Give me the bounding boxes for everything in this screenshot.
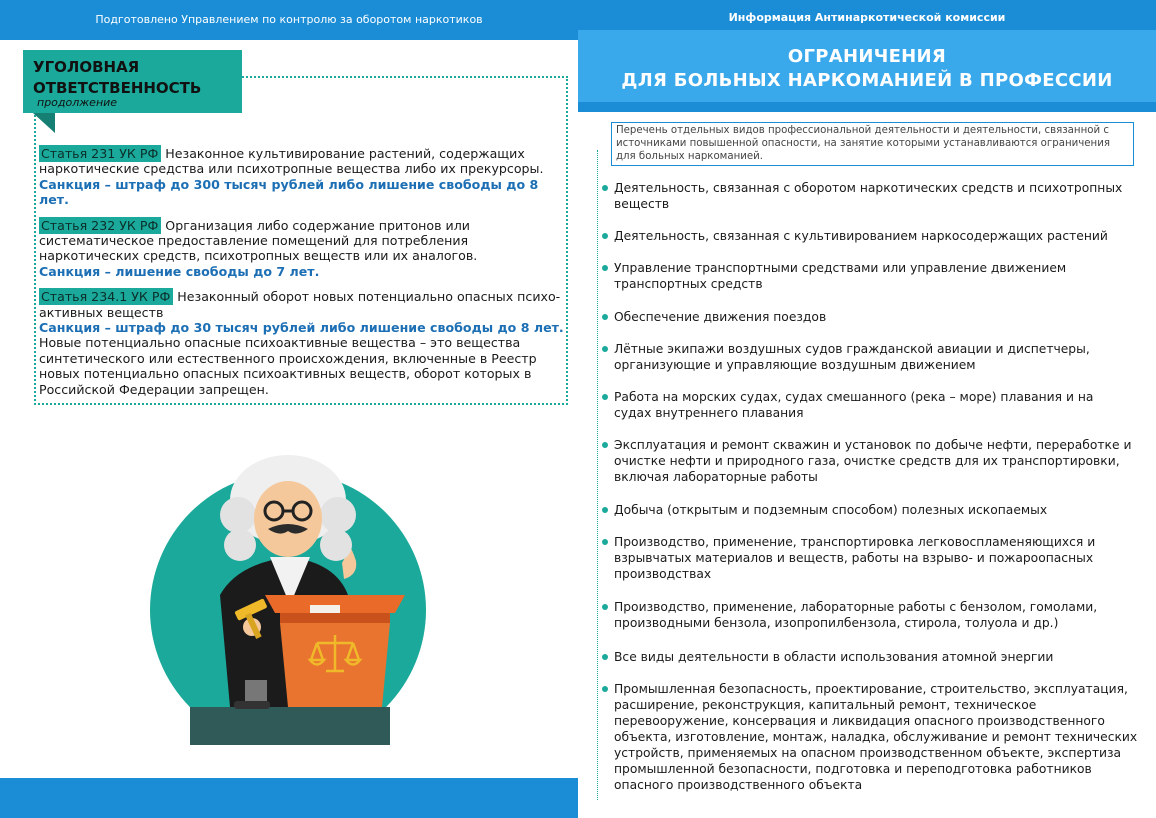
article-sanction: Санкция – штраф до 30 тысяч рублей либо лишение свободы до 8 лет. <box>39 320 564 336</box>
list-item: Обеспечение движения поездов <box>602 309 1134 325</box>
article-231 <box>39 146 569 208</box>
judge-illustration <box>150 445 435 745</box>
section-title: УГОЛОВНАЯ ОТВЕТСТВЕННОСТЬ <box>33 58 202 97</box>
banner-title-line2: ДЛЯ БОЛЬНЫХ НАРКОМАНИЕЙ В ПРОФЕССИИ <box>621 70 1113 91</box>
banner-strip <box>578 102 1156 112</box>
article-badge: Статья 234.1 УК РФ <box>39 288 173 305</box>
article-note: Новые потенциально опасные психоактивные вещества – это вещества синтетического или естественного происхождения, включенные в Реестр новых потенциально опасных психоактивных веществ, оборот которых в Российской Федерации запрещен. <box>39 335 537 397</box>
article-234-1 <box>39 289 569 397</box>
list-dotted-guide <box>597 150 598 800</box>
article-text: Организация либо содержание притонов или систематическое предоставление помещений для потребления наркотических средств, психотропных веществ или их аналогов. <box>39 217 478 264</box>
left-header-text: Подготовлено Управлением по контролю за оборотом наркотиков <box>95 13 483 26</box>
articles-list <box>39 146 569 407</box>
list-item: Производство, применение, лабораторные работы с бензолом, гомолами, производными бензола, изопропилбензола, стирола, толуола и др.) <box>602 599 1134 631</box>
list-item: Работа на морских судах, судах смешанного (река – море) плавания и на судах внутреннего плавания <box>602 389 1134 421</box>
list-item: Промышленная безопасность, проектирование, строительство, эксплуатация, расширение, реконструкция, капитальный ремонт, техническое перевооружение, консервация и ликвидация опасного производственного объекта, изготовление, монтаж, наладка, обслуживание и ремонт технических устройств, применяемых на опасном производственном объекте, экспертиза промышленной безопасности, подготовка и переподготовка работников опасного производственного объекта <box>602 681 1144 793</box>
intro-box: Перечень отдельных видов профессиональной деятельности и деятельности, связанной с источниками повышенной опасности, на занятие которыми устанавливаются ограничения для больных наркоманией. <box>611 122 1134 166</box>
list-item: Все виды деятельности в области использования атомной энергии <box>602 649 1134 665</box>
list-item: Деятельность, связанная с оборотом наркотических средств и психотропных веществ <box>602 180 1134 212</box>
list-item: Лётные экипажи воздушных судов гражданской авиации и диспетчеры, организующие и управляющие воздушным движением <box>602 341 1124 373</box>
list-item: Управление транспортными средствами или управление движением транспортных средств <box>602 260 1144 292</box>
banner-title-line1: ОГРАНИЧЕНИЯ <box>787 46 947 67</box>
article-badge: Статья 232 УК РФ <box>39 217 161 234</box>
article-232 <box>39 218 569 280</box>
title-tab-fold <box>33 113 55 133</box>
right-title-banner <box>578 30 1156 102</box>
right-header-text: Информация Антинаркотической комиссии <box>728 11 1006 24</box>
right-header-bar <box>578 0 1156 30</box>
list-item: Производство, применение, транспортировка легковоспламеняющихся и взрывчатых материалов и веществ, работы на взрыво- и пожароопасных производствах <box>602 534 1114 582</box>
article-badge: Статья 231 УК РФ <box>39 145 161 162</box>
left-header-bar <box>0 0 578 40</box>
section-subtitle: продолжение <box>37 96 118 109</box>
list-item: Добыча (открытым и подземным способом) полезных ископаемых <box>602 502 1134 518</box>
section-title-tab <box>23 50 242 113</box>
left-footer-bar <box>0 778 578 818</box>
list-item: Эксплуатация и ремонт скважин и установок по добыче нефти, переработке и очистке нефти и природного газа, очистке средств для их транспортировки, включая лабораторные работы <box>602 437 1134 485</box>
article-text: Незаконное культивирование растений, содержащих наркотические средства или психотропные вещества либо их прекурсоры. <box>39 146 544 177</box>
article-sanction: Санкция – лишение свободы до 7 лет. <box>39 263 320 279</box>
article-text: Незаконный оборот новых потенциально опасных психо-активных веществ <box>39 289 561 320</box>
article-sanction: Санкция – штраф до 300 тысяч рублей либо лишение свободы до 8 лет. <box>39 176 539 208</box>
list-item: Деятельность, связанная с культивированием наркосодержащих растений <box>602 228 1134 244</box>
